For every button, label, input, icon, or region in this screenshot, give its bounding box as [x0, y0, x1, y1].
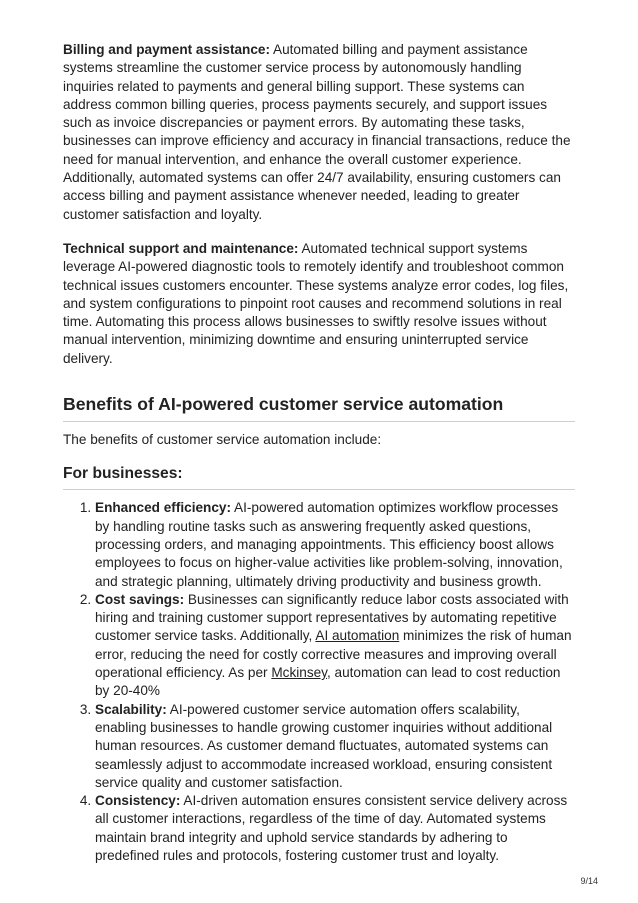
ai-automation-link[interactable]: AI automation [315, 628, 400, 644]
technical-title: Technical support and maintenance: [63, 240, 299, 256]
technical-paragraph [63, 240, 575, 368]
benefit-title: Cost savings: [95, 591, 185, 607]
billing-paragraph [63, 41, 575, 224]
list-item [95, 701, 575, 792]
list-item [95, 792, 575, 865]
benefit-title: Consistency: [95, 793, 181, 809]
benefit-title: Scalability: [95, 701, 167, 717]
benefit-body: AI-powered customer service automation offers scalability, enabling businesses to handle growing customer inquiries without additional human resources. As customer demand fluctuates, automated systems can seamlessly adjust to accommodate increased workload, ensuring consistent service quality and customer satisfaction. [95, 701, 553, 790]
benefit-body: minimizes the risk of human error, reducing the need for costly corrective measures and improving overall operational efficiency. As per [95, 628, 572, 681]
billing-title: Billing and payment assistance: [63, 42, 270, 57]
document-page [63, 41, 575, 865]
page-number: 9/14 [580, 876, 598, 886]
billing-body: Automated billing and payment assistance systems streamline the customer service process by autonomously handling inquiries related to payments and general billing support. These systems can address common billing queries, process payments securely, and support issues such as invoice discrepancies or payment errors. By automating these tasks, businesses can improve efficiency and accuracy in financial transactions, reduce the need for manual intervention, and enhance the overall customer experience. Additionally, automated systems can offer 24/7 availability, ensuring customers can access billing and payment assistance whenever needed, leading to greater customer satisfaction and loyalty. [63, 42, 571, 222]
list-item [95, 499, 575, 590]
sub-heading: For businesses: [63, 464, 575, 490]
technical-body: Automated technical support systems leverage AI-powered diagnostic tools to remotely identify and troubleshoot common technical issues customers encounter. These systems analyze error codes, log files, and system configurations to pinpoint root causes and recommend solutions in real time. Automating this process allows businesses to swiftly resolve issues without manual intervention, minimizing downtime and ensuring uninterrupted service delivery. [63, 240, 569, 366]
mckinsey-link[interactable]: Mckinsey [271, 665, 327, 681]
intro-text: The benefits of customer service automation include: [63, 432, 382, 448]
benefits-list [63, 499, 575, 865]
benefit-body: AI-powered automation optimizes workflow processes by handling routine tasks such as answering frequently asked questions, processing orders, and managing appointments. This efficiency boost allows employees to focus on higher-value activities like problem-solving, innovation, and strategic planning, ultimately driving productivity and business growth. [95, 500, 563, 589]
list-item [95, 591, 575, 701]
benefit-title: Enhanced efficiency: [95, 500, 231, 516]
benefit-body: Businesses can significantly reduce labor costs associated with hiring and training customer support representatives by automating repetitive customer service tasks. Additionally, [95, 591, 569, 644]
benefit-body: AI-driven automation ensures consistent service delivery across all customer interactions, regardless of the time of day. Automated systems maintain brand integrity and uphold service standards by adhering to predefined rules and protocols, fostering customer trust and loyalty. [95, 793, 568, 863]
section-heading: Benefits of AI-powered customer service automation [63, 393, 575, 422]
benefit-body: , automation can lead to cost reduction by 20-40% [95, 665, 561, 699]
